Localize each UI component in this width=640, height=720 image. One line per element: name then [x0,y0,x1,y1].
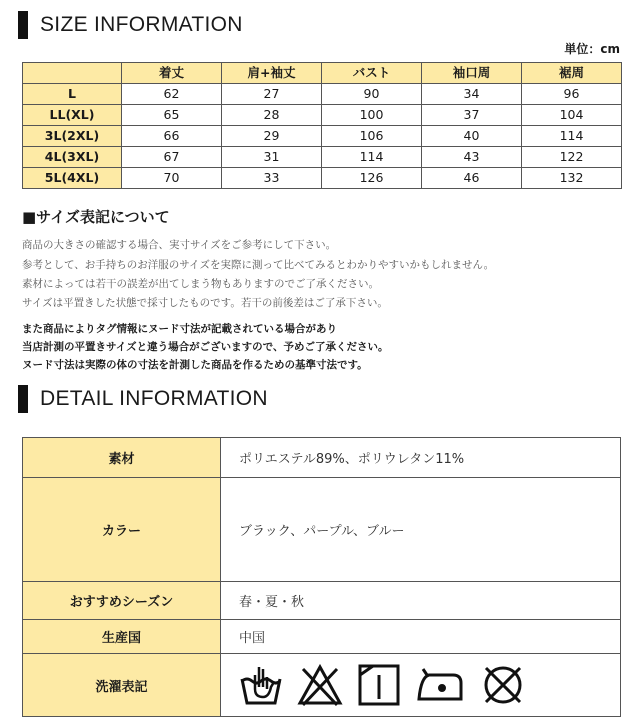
section-marker [18,385,28,413]
detail-table [22,437,621,717]
note-line: サイズは平置きした状態で採寸したものです。若干の前後差はご了承下さい。 [22,297,388,309]
table-cell: 114 [522,126,622,147]
table-row [23,126,622,147]
note-line: 参考として、お手持ちのお洋服のサイズを実際に測って比べてみるとわかりやすいかもしれません。 [22,259,495,271]
detail-label: 生産国 [23,620,221,654]
table-cell: 62 [122,84,222,105]
table-cell: 31 [222,147,322,168]
no-bleach-icon [297,663,343,707]
detail-section-title: DETAIL INFORMATION [40,387,268,410]
table-row [23,147,622,168]
table-row [23,105,622,126]
care-icons-cell [221,654,621,717]
note-bold-line: また商品によりタグ情報にヌード寸法が記載されている場合があり [22,323,337,335]
table-cell: 104 [522,105,622,126]
table-cell: 67 [122,147,222,168]
table-row [23,654,621,717]
column-header: バスト [322,63,422,84]
note-line: 商品の大きさの確認する場合、実寸サイズをご参考にして下さい。 [22,239,337,251]
detail-value: 中国 [221,620,621,654]
size-table-corner [23,63,122,84]
section-marker [18,11,28,39]
table-cell: 66 [122,126,222,147]
column-header: 肩+袖丈 [222,63,322,84]
size-label: LL(XL) [23,105,122,126]
detail-section-header [18,385,268,413]
table-cell: 132 [522,168,622,189]
hand-wash-icon [239,663,283,707]
table-cell: 106 [322,126,422,147]
note-bold-line: ヌード寸法は実際の体の寸法を計測した商品を作るための基準寸法です。 [22,359,368,371]
size-label: 5L(4XL) [23,168,122,189]
table-cell: 122 [522,147,622,168]
table-cell: 27 [222,84,322,105]
table-cell: 100 [322,105,422,126]
no-dry-clean-icon [481,663,525,707]
table-cell: 28 [222,105,322,126]
table-cell: 90 [322,84,422,105]
column-header: 裾周 [522,63,622,84]
size-section-title: SIZE INFORMATION [40,13,243,36]
detail-value: 春・夏・秋 [221,582,621,620]
table-cell: 126 [322,168,422,189]
line-dry-shade-icon [357,663,401,707]
table-row [23,582,621,620]
detail-value: ポリエステル89%、ポリウレタン11% [221,438,621,478]
table-cell: 46 [422,168,522,189]
table-row [23,620,621,654]
note-line: 素材によっては若干の誤差が出てしまう物もありますのでご了承ください。 [22,278,379,290]
care-icons [239,663,620,707]
table-row [23,478,621,582]
table-cell: 96 [522,84,622,105]
table-cell: 40 [422,126,522,147]
column-header: 着丈 [122,63,222,84]
table-row [23,168,622,189]
table-cell: 114 [322,147,422,168]
iron-low-icon [415,663,467,707]
detail-label: おすすめシーズン [23,582,221,620]
size-table [22,62,622,189]
table-cell: 33 [222,168,322,189]
note-bold-line: 当店計測の平置きサイズと違う場合がございますので、予めご了承ください。 [22,341,389,353]
size-label: 4L(3XL) [23,147,122,168]
size-notes-heading: ■サイズ表記について [22,208,170,226]
table-cell: 43 [422,147,522,168]
table-cell: 37 [422,105,522,126]
unit-label: 単位：cm [564,42,620,56]
size-label: L [23,84,122,105]
table-cell: 70 [122,168,222,189]
detail-label: 洗濯表記 [23,654,221,717]
table-cell: 65 [122,105,222,126]
detail-label: カラー [23,478,221,582]
table-cell: 34 [422,84,522,105]
detail-label: 素材 [23,438,221,478]
column-header: 袖口周 [422,63,522,84]
table-cell: 29 [222,126,322,147]
size-section-header [18,11,243,39]
detail-value: ブラック、パープル、ブルー [221,478,621,582]
size-table-header-row [23,63,622,84]
table-row [23,84,622,105]
table-row [23,438,621,478]
size-label: 3L(2XL) [23,126,122,147]
